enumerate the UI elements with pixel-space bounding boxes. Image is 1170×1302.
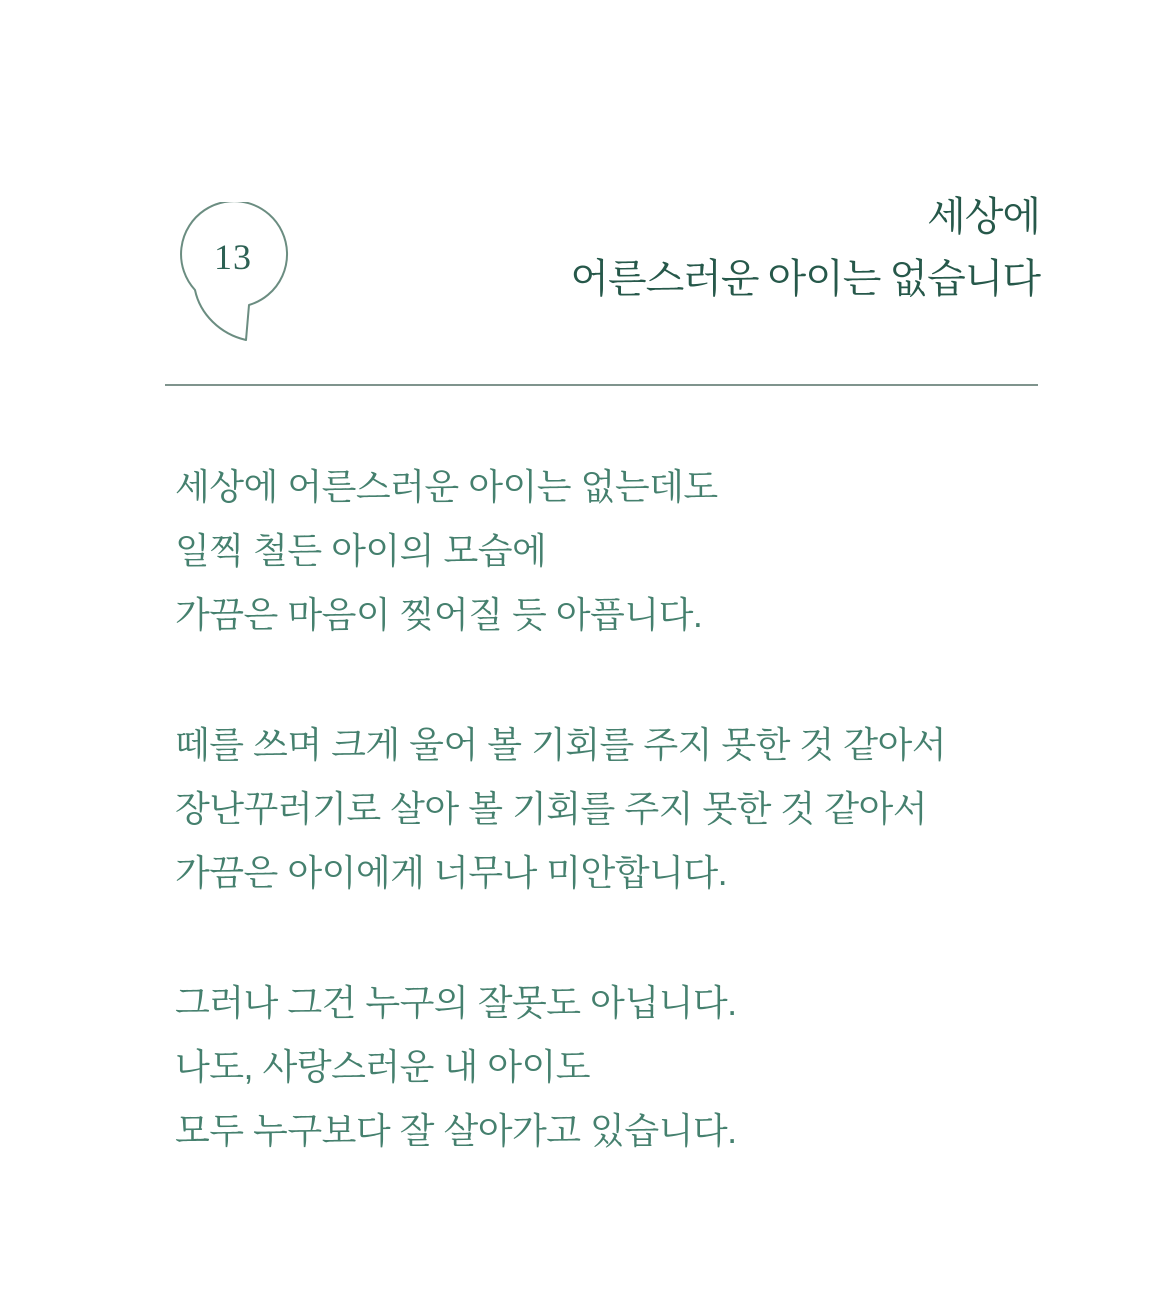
paragraph-3-line-1: 그러나 그건 누구의 잘못도 아닙니다.: [175, 982, 737, 1023]
page-title-line-1: 세상에: [927, 194, 1040, 239]
paragraph-2-line-1: 떼를 쓰며 크게 울어 볼 기회를 주지 못한 것 같아서: [175, 724, 947, 765]
chapter-number: 13: [214, 237, 252, 277]
paragraph-1-line-3: 가끔은 마음이 찢어질 듯 아픕니다.: [175, 594, 703, 635]
paragraph-1-line-2: 일찍 철든 아이의 모습에: [175, 530, 547, 571]
page-title-line-2: 어른스러운 아이는 없습니다: [570, 256, 1040, 301]
paragraph-2-line-3: 가끔은 아이에게 너무나 미안합니다.: [175, 852, 728, 893]
paragraph-1: [175, 455, 1055, 647]
paragraph-1-line-1: 세상에 어른스러운 아이는 없는데도: [175, 466, 718, 507]
title-divider-rule: [165, 384, 1038, 386]
page-title: [570, 186, 1040, 310]
paragraph-3: [175, 971, 1055, 1163]
paragraph-2-line-2: 장난꾸러기로 살아 볼 기회를 주지 못한 것 같아서: [175, 788, 928, 829]
body-text: [175, 455, 1055, 1163]
paragraph-3-line-2: 나도, 사랑스러운 내 아이도: [175, 1046, 591, 1087]
paragraph-2: [175, 713, 1055, 905]
paragraph-3-line-3: 모두 누구보다 잘 살아가고 있습니다.: [175, 1110, 737, 1151]
